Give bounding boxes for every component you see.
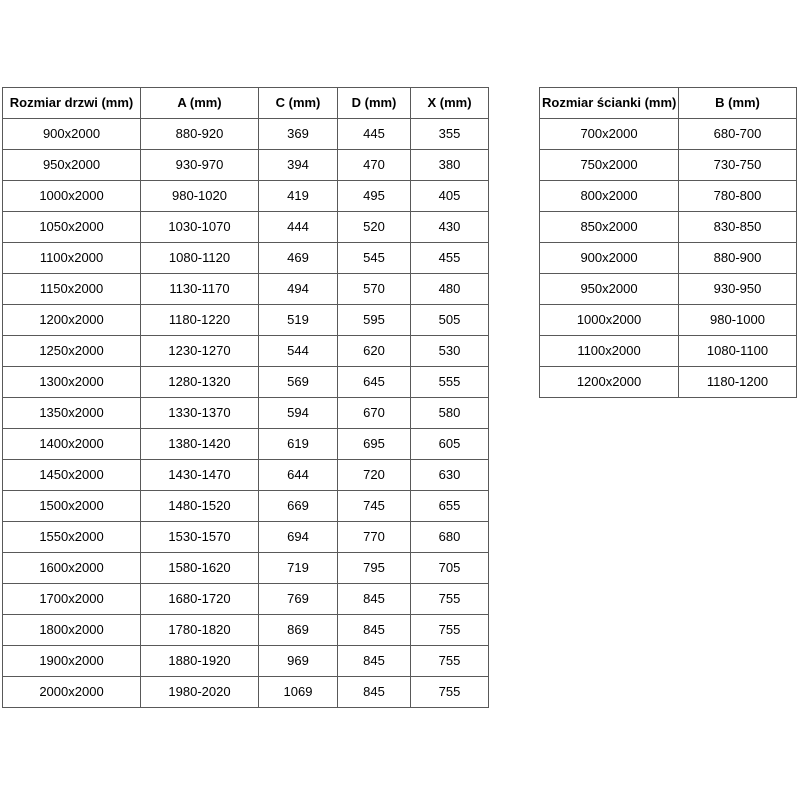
walls-header-row xyxy=(540,88,797,119)
doors-table-head xyxy=(3,88,489,119)
table-cell: 544 xyxy=(259,336,338,367)
table-cell: 1400x2000 xyxy=(3,429,141,460)
table-cell: 1030-1070 xyxy=(141,212,259,243)
table-cell: 680-700 xyxy=(679,119,797,150)
table-cell: 419 xyxy=(259,181,338,212)
table-cell: 1280-1320 xyxy=(141,367,259,398)
table-row xyxy=(3,584,489,615)
table-cell: 520 xyxy=(338,212,411,243)
table-cell: 1900x2000 xyxy=(3,646,141,677)
table-cell: 569 xyxy=(259,367,338,398)
table-cell: 1150x2000 xyxy=(3,274,141,305)
table-cell: 694 xyxy=(259,522,338,553)
table-cell: 644 xyxy=(259,460,338,491)
table-cell: 745 xyxy=(338,491,411,522)
table-cell: 380 xyxy=(411,150,489,181)
table-cell: 545 xyxy=(338,243,411,274)
table-cell: 1580-1620 xyxy=(141,553,259,584)
table-cell: 369 xyxy=(259,119,338,150)
table-cell: 2000x2000 xyxy=(3,677,141,708)
table-cell: 1680-1720 xyxy=(141,584,259,615)
door-sizes-table xyxy=(2,87,489,708)
table-cell: 780-800 xyxy=(679,181,797,212)
table-cell: 605 xyxy=(411,429,489,460)
wall-sizes-table xyxy=(539,87,797,398)
table-cell: 950x2000 xyxy=(3,150,141,181)
table-cell: 405 xyxy=(411,181,489,212)
table-cell: 394 xyxy=(259,150,338,181)
table-cell: 455 xyxy=(411,243,489,274)
doors-header-row xyxy=(3,88,489,119)
table-cell: 719 xyxy=(259,553,338,584)
column-header: C (mm) xyxy=(259,88,338,119)
table-cell: 1200x2000 xyxy=(540,367,679,398)
table-cell: 720 xyxy=(338,460,411,491)
table-cell: 519 xyxy=(259,305,338,336)
table-cell: 845 xyxy=(338,615,411,646)
table-cell: 1780-1820 xyxy=(141,615,259,646)
table-row xyxy=(3,398,489,429)
table-row xyxy=(3,181,489,212)
table-cell: 355 xyxy=(411,119,489,150)
table-cell: 1550x2000 xyxy=(3,522,141,553)
table-cell: 1530-1570 xyxy=(141,522,259,553)
table-cell: 594 xyxy=(259,398,338,429)
table-cell: 730-750 xyxy=(679,150,797,181)
table-row xyxy=(3,646,489,677)
table-cell: 495 xyxy=(338,181,411,212)
table-cell: 845 xyxy=(338,677,411,708)
table-row xyxy=(3,491,489,522)
table-cell: 755 xyxy=(411,615,489,646)
table-cell: 480 xyxy=(411,274,489,305)
table-cell: 695 xyxy=(338,429,411,460)
table-row xyxy=(3,615,489,646)
table-cell: 470 xyxy=(338,150,411,181)
table-cell: 1080-1100 xyxy=(679,336,797,367)
doors-table-body xyxy=(3,119,489,708)
table-cell: 1450x2000 xyxy=(3,460,141,491)
table-cell: 1250x2000 xyxy=(3,336,141,367)
table-row xyxy=(3,429,489,460)
table-cell: 1800x2000 xyxy=(3,615,141,646)
table-cell: 1200x2000 xyxy=(3,305,141,336)
table-row xyxy=(540,336,797,367)
table-cell: 845 xyxy=(338,646,411,677)
table-row xyxy=(3,119,489,150)
table-cell: 680 xyxy=(411,522,489,553)
table-cell: 1130-1170 xyxy=(141,274,259,305)
table-cell: 1069 xyxy=(259,677,338,708)
table-cell: 800x2000 xyxy=(540,181,679,212)
table-row xyxy=(3,212,489,243)
table-cell: 655 xyxy=(411,491,489,522)
table-cell: 845 xyxy=(338,584,411,615)
walls-table-body xyxy=(540,119,797,398)
table-cell: 869 xyxy=(259,615,338,646)
table-row xyxy=(540,305,797,336)
table-cell: 1000x2000 xyxy=(540,305,679,336)
table-cell: 1880-1920 xyxy=(141,646,259,677)
table-cell: 850x2000 xyxy=(540,212,679,243)
table-cell: 670 xyxy=(338,398,411,429)
table-cell: 750x2000 xyxy=(540,150,679,181)
table-cell: 555 xyxy=(411,367,489,398)
table-row xyxy=(3,367,489,398)
table-row xyxy=(3,460,489,491)
table-cell: 969 xyxy=(259,646,338,677)
table-cell: 1380-1420 xyxy=(141,429,259,460)
table-cell: 700x2000 xyxy=(540,119,679,150)
table-row xyxy=(3,274,489,305)
walls-table-head xyxy=(540,88,797,119)
table-cell: 619 xyxy=(259,429,338,460)
table-cell: 570 xyxy=(338,274,411,305)
table-cell: 430 xyxy=(411,212,489,243)
table-row xyxy=(3,553,489,584)
table-cell: 1700x2000 xyxy=(3,584,141,615)
table-cell: 830-850 xyxy=(679,212,797,243)
table-row xyxy=(540,243,797,274)
table-cell: 980-1020 xyxy=(141,181,259,212)
table-cell: 1100x2000 xyxy=(540,336,679,367)
table-cell: 1600x2000 xyxy=(3,553,141,584)
table-cell: 669 xyxy=(259,491,338,522)
table-cell: 930-950 xyxy=(679,274,797,305)
table-row xyxy=(3,150,489,181)
table-cell: 630 xyxy=(411,460,489,491)
table-cell: 530 xyxy=(411,336,489,367)
table-row xyxy=(540,150,797,181)
table-row xyxy=(3,305,489,336)
table-cell: 770 xyxy=(338,522,411,553)
column-header: B (mm) xyxy=(679,88,797,119)
table-cell: 1350x2000 xyxy=(3,398,141,429)
table-cell: 1480-1520 xyxy=(141,491,259,522)
table-cell: 1180-1200 xyxy=(679,367,797,398)
table-cell: 469 xyxy=(259,243,338,274)
table-row xyxy=(540,367,797,398)
table-cell: 595 xyxy=(338,305,411,336)
table-cell: 900x2000 xyxy=(540,243,679,274)
table-cell: 900x2000 xyxy=(3,119,141,150)
table-cell: 445 xyxy=(338,119,411,150)
table-cell: 494 xyxy=(259,274,338,305)
column-header: Rozmiar drzwi (mm) xyxy=(3,88,141,119)
table-cell: 930-970 xyxy=(141,150,259,181)
table-cell: 1430-1470 xyxy=(141,460,259,491)
table-cell: 705 xyxy=(411,553,489,584)
table-row xyxy=(540,212,797,243)
table-cell: 755 xyxy=(411,646,489,677)
table-cell: 1100x2000 xyxy=(3,243,141,274)
table-cell: 1080-1120 xyxy=(141,243,259,274)
table-cell: 580 xyxy=(411,398,489,429)
table-cell: 505 xyxy=(411,305,489,336)
table-row xyxy=(3,522,489,553)
table-cell: 1230-1270 xyxy=(141,336,259,367)
table-cell: 620 xyxy=(338,336,411,367)
table-cell: 444 xyxy=(259,212,338,243)
table-row xyxy=(540,119,797,150)
table-cell: 980-1000 xyxy=(679,305,797,336)
column-header: D (mm) xyxy=(338,88,411,119)
table-row xyxy=(540,274,797,305)
column-header: X (mm) xyxy=(411,88,489,119)
table-cell: 645 xyxy=(338,367,411,398)
table-cell: 755 xyxy=(411,677,489,708)
table-cell: 1330-1370 xyxy=(141,398,259,429)
table-row xyxy=(3,336,489,367)
table-row xyxy=(540,181,797,212)
table-cell: 880-920 xyxy=(141,119,259,150)
table-cell: 1050x2000 xyxy=(3,212,141,243)
table-cell: 1980-2020 xyxy=(141,677,259,708)
column-header: A (mm) xyxy=(141,88,259,119)
table-cell: 755 xyxy=(411,584,489,615)
table-cell: 950x2000 xyxy=(540,274,679,305)
table-cell: 795 xyxy=(338,553,411,584)
table-cell: 1180-1220 xyxy=(141,305,259,336)
table-cell: 769 xyxy=(259,584,338,615)
table-row xyxy=(3,677,489,708)
table-cell: 1500x2000 xyxy=(3,491,141,522)
table-cell: 1000x2000 xyxy=(3,181,141,212)
table-cell: 880-900 xyxy=(679,243,797,274)
table-row xyxy=(3,243,489,274)
table-cell: 1300x2000 xyxy=(3,367,141,398)
column-header: Rozmiar ścianki (mm) xyxy=(540,88,679,119)
